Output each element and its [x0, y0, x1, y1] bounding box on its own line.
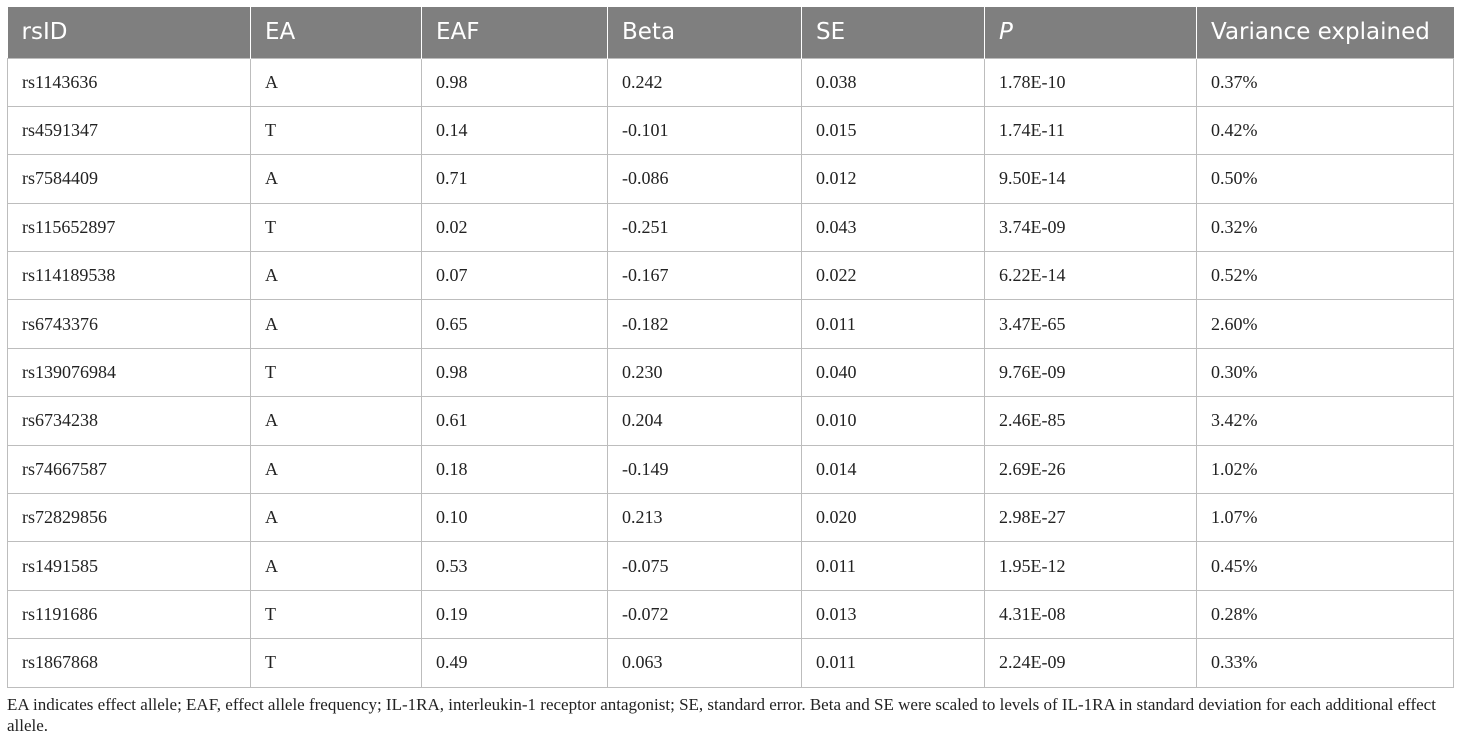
cell-beta: -0.182	[608, 300, 802, 348]
cell-se: 0.011	[802, 542, 985, 590]
cell-se: 0.038	[802, 58, 985, 106]
cell-variance: 2.60%	[1197, 300, 1454, 348]
cell-beta: -0.072	[608, 590, 802, 638]
cell-variance: 0.30%	[1197, 348, 1454, 396]
cell-beta: -0.251	[608, 203, 802, 251]
table-row	[8, 155, 1454, 203]
table-row	[8, 494, 1454, 542]
cell-eaf: 0.65	[422, 300, 608, 348]
cell-se: 0.043	[802, 203, 985, 251]
cell-beta: 0.242	[608, 58, 802, 106]
cell-variance: 0.50%	[1197, 155, 1454, 203]
table-row	[8, 445, 1454, 493]
cell-eaf: 0.53	[422, 542, 608, 590]
cell-variance: 0.45%	[1197, 542, 1454, 590]
cell-p: 9.76E-09	[985, 348, 1197, 396]
cell-rsid: rs1491585	[8, 542, 251, 590]
cell-ea: A	[251, 155, 422, 203]
table-body	[8, 58, 1454, 687]
cell-variance: 0.32%	[1197, 203, 1454, 251]
cell-variance: 3.42%	[1197, 397, 1454, 445]
cell-eaf: 0.10	[422, 494, 608, 542]
table-header	[8, 7, 1454, 58]
cell-se: 0.015	[802, 106, 985, 154]
cell-variance: 1.02%	[1197, 445, 1454, 493]
table-footnote: EA indicates effect allele; EAF, effect allele frequency; IL-1RA, interleukin-1 receptor antagonist; SE, standard error. Beta and SE were scaled to levels of IL-1RA in standard deviation for each additional effect allele.	[7, 695, 1436, 735]
cell-variance: 1.07%	[1197, 494, 1454, 542]
cell-p: 3.74E-09	[985, 203, 1197, 251]
cell-rsid: rs72829856	[8, 494, 251, 542]
table-row	[8, 300, 1454, 348]
cell-rsid: rs114189538	[8, 252, 251, 300]
cell-ea: A	[251, 542, 422, 590]
cell-se: 0.011	[802, 639, 985, 687]
cell-p: 3.47E-65	[985, 300, 1197, 348]
cell-ea: A	[251, 397, 422, 445]
cell-ea: T	[251, 203, 422, 251]
cell-p: 9.50E-14	[985, 155, 1197, 203]
cell-beta: -0.167	[608, 252, 802, 300]
cell-eaf: 0.07	[422, 252, 608, 300]
cell-beta: 0.230	[608, 348, 802, 396]
cell-eaf: 0.98	[422, 58, 608, 106]
cell-ea: T	[251, 106, 422, 154]
cell-rsid: rs6743376	[8, 300, 251, 348]
cell-eaf: 0.98	[422, 348, 608, 396]
cell-se: 0.013	[802, 590, 985, 638]
cell-eaf: 0.02	[422, 203, 608, 251]
cell-rsid: rs1191686	[8, 590, 251, 638]
table-row	[8, 639, 1454, 687]
cell-rsid: rs139076984	[8, 348, 251, 396]
cell-beta: -0.101	[608, 106, 802, 154]
cell-ea: T	[251, 590, 422, 638]
table-row	[8, 203, 1454, 251]
cell-beta: -0.075	[608, 542, 802, 590]
header-se: SE	[802, 7, 985, 58]
cell-beta: -0.086	[608, 155, 802, 203]
header-rsid: rsID	[8, 7, 251, 58]
header-variance-explained: Variance explained	[1197, 7, 1454, 58]
cell-ea: A	[251, 445, 422, 493]
cell-eaf: 0.18	[422, 445, 608, 493]
cell-rsid: rs115652897	[8, 203, 251, 251]
cell-rsid: rs1867868	[8, 639, 251, 687]
cell-ea: T	[251, 348, 422, 396]
cell-p: 2.24E-09	[985, 639, 1197, 687]
cell-p: 1.95E-12	[985, 542, 1197, 590]
cell-se: 0.010	[802, 397, 985, 445]
table-row	[8, 106, 1454, 154]
table-row	[8, 58, 1454, 106]
cell-eaf: 0.61	[422, 397, 608, 445]
cell-variance: 0.37%	[1197, 58, 1454, 106]
cell-p: 6.22E-14	[985, 252, 1197, 300]
cell-se: 0.020	[802, 494, 985, 542]
cell-beta: 0.204	[608, 397, 802, 445]
cell-p: 4.31E-08	[985, 590, 1197, 638]
header-beta: Beta	[608, 7, 802, 58]
table-row	[8, 348, 1454, 396]
cell-rsid: rs74667587	[8, 445, 251, 493]
cell-variance: 0.42%	[1197, 106, 1454, 154]
cell-se: 0.022	[802, 252, 985, 300]
cell-p: 1.78E-10	[985, 58, 1197, 106]
snp-table	[7, 7, 1454, 688]
table-row	[8, 590, 1454, 638]
cell-se: 0.011	[802, 300, 985, 348]
cell-ea: T	[251, 639, 422, 687]
cell-rsid: rs6734238	[8, 397, 251, 445]
cell-variance: 0.52%	[1197, 252, 1454, 300]
cell-beta: -0.149	[608, 445, 802, 493]
cell-p: 2.69E-26	[985, 445, 1197, 493]
table-container	[7, 7, 1453, 688]
header-row	[8, 7, 1454, 58]
cell-beta: 0.063	[608, 639, 802, 687]
cell-p: 1.74E-11	[985, 106, 1197, 154]
table-row	[8, 397, 1454, 445]
cell-p: 2.46E-85	[985, 397, 1197, 445]
cell-eaf: 0.49	[422, 639, 608, 687]
cell-se: 0.040	[802, 348, 985, 396]
cell-variance: 0.33%	[1197, 639, 1454, 687]
cell-eaf: 0.14	[422, 106, 608, 154]
cell-rsid: rs4591347	[8, 106, 251, 154]
cell-ea: A	[251, 300, 422, 348]
cell-se: 0.014	[802, 445, 985, 493]
cell-eaf: 0.71	[422, 155, 608, 203]
cell-beta: 0.213	[608, 494, 802, 542]
cell-ea: A	[251, 252, 422, 300]
cell-se: 0.012	[802, 155, 985, 203]
header-ea: EA	[251, 7, 422, 58]
header-p: P	[985, 7, 1197, 58]
cell-ea: A	[251, 58, 422, 106]
cell-eaf: 0.19	[422, 590, 608, 638]
cell-rsid: rs7584409	[8, 155, 251, 203]
cell-rsid: rs1143636	[8, 58, 251, 106]
cell-variance: 0.28%	[1197, 590, 1454, 638]
header-eaf: EAF	[422, 7, 608, 58]
cell-p: 2.98E-27	[985, 494, 1197, 542]
table-row	[8, 542, 1454, 590]
table-row	[8, 252, 1454, 300]
cell-ea: A	[251, 494, 422, 542]
